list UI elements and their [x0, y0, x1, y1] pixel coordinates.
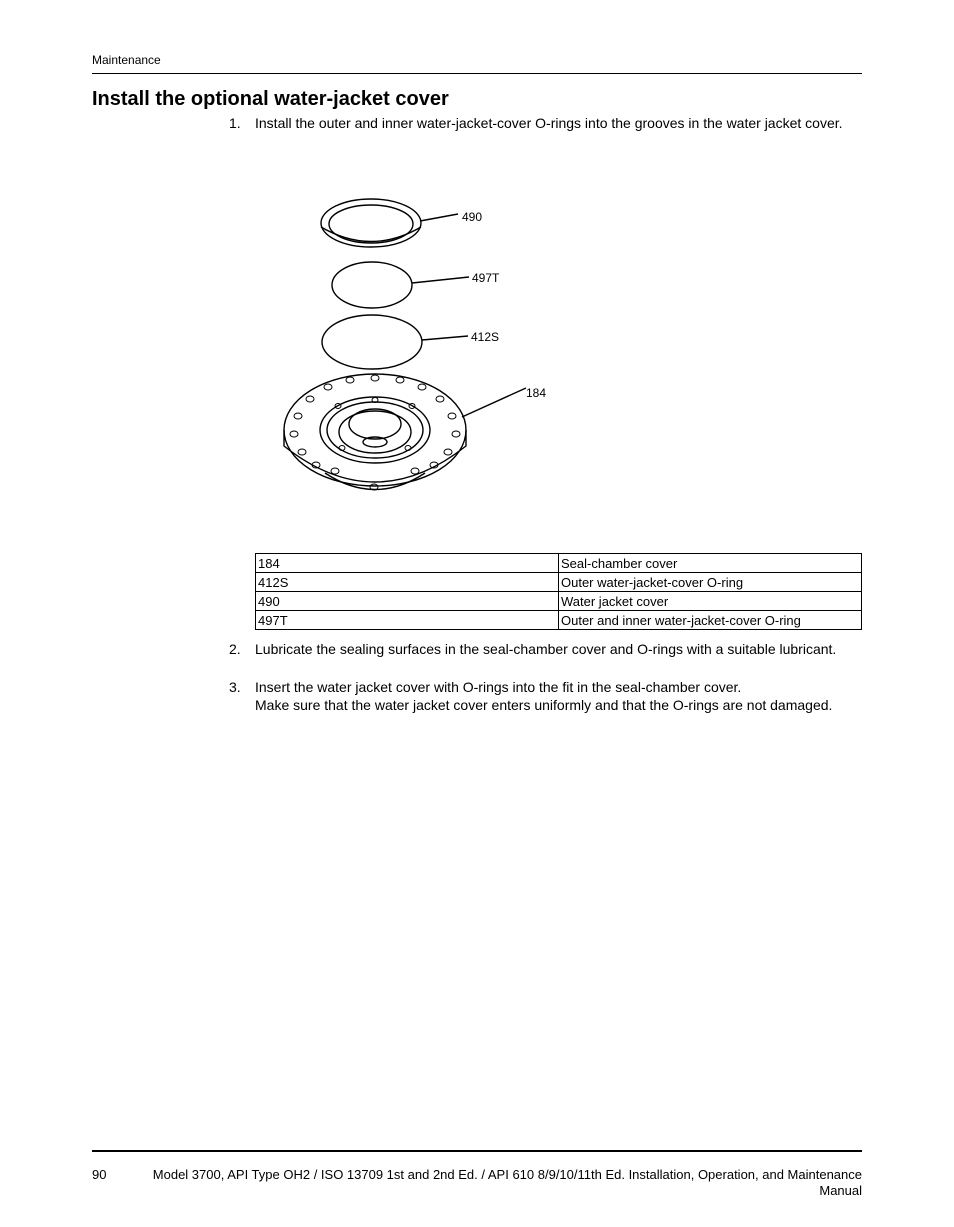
callout-412s: 412S — [471, 330, 500, 344]
step-number: 3. — [229, 679, 241, 695]
footer-rule — [92, 1150, 862, 1152]
step-text: Install the outer and inner water-jacket-cover O-rings into the grooves in the water jacket cover. — [255, 115, 843, 131]
page-number: 90 — [92, 1167, 107, 1182]
part-code: 412S — [256, 573, 559, 592]
header-rule — [92, 73, 862, 74]
section-header: Maintenance — [92, 53, 161, 67]
page-title: Install the optional water-jacket cover — [92, 88, 449, 110]
step-note: Make sure that the water jacket cover enters uniformly and that the O-rings are not damaged. — [255, 697, 833, 713]
table-row — [256, 554, 862, 573]
table-row — [256, 573, 862, 592]
callout-490: 490 — [462, 210, 483, 224]
step-number: 2. — [229, 641, 241, 657]
callout-184: 184 — [526, 386, 547, 400]
step-text: Lubricate the sealing surfaces in the seal-chamber cover and O-rings with a suitable lubricant. — [255, 641, 837, 657]
part-description: Seal-chamber cover — [559, 554, 862, 573]
table-row — [256, 592, 862, 611]
part-code: 497T — [256, 611, 559, 630]
step-text: Insert the water jacket cover with O-rings into the fit in the seal-chamber cover. — [255, 679, 742, 695]
part-description: Outer and inner water-jacket-cover O-ring — [559, 611, 862, 630]
callout-497t: 497T — [472, 271, 500, 285]
part-code: 490 — [256, 592, 559, 611]
parts-table — [255, 553, 862, 630]
part-description: Water jacket cover — [559, 592, 862, 611]
document-title: Model 3700, API Type OH2 / ISO 13709 1st and 2nd Ed. / API 610 8/9/10/11th Ed. Installation, Operation, and Maintenance Manual — [152, 1167, 862, 1198]
step-number: 1. — [229, 115, 241, 131]
table-row — [256, 611, 862, 630]
part-code: 184 — [256, 554, 559, 573]
part-description: Outer water-jacket-cover O-ring — [559, 573, 862, 592]
exploded-view-figure — [280, 190, 560, 510]
